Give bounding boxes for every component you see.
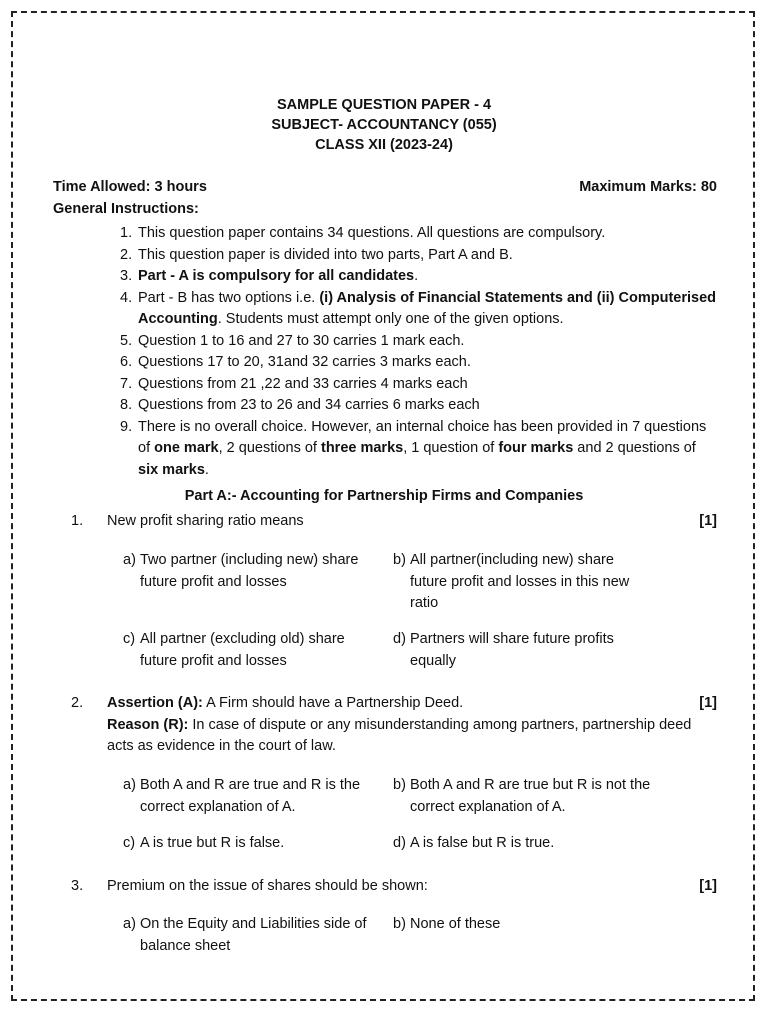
option-text: Partners will share future profits equally: [410, 631, 614, 669]
option-label: b): [393, 916, 406, 932]
instruction-segment: There is no overall choice. However, an internal choice has been provided in 7 questions of: [138, 418, 707, 456]
instruction-item: [120, 417, 720, 482]
instruction-text: [138, 266, 720, 288]
option-text: On the Equity and Liabilities side of balance sheet: [140, 916, 367, 954]
instruction-item: [120, 395, 720, 417]
question-text: [107, 693, 687, 715]
option-label: b): [393, 552, 406, 568]
question-marks: [1]: [699, 878, 717, 894]
reason-row: [71, 715, 717, 758]
option-label: a): [123, 916, 136, 932]
question-marks: [1]: [699, 513, 717, 529]
instruction-number: 8.: [120, 397, 133, 413]
option-b: [393, 775, 651, 818]
instruction-bold: six marks: [138, 461, 205, 478]
instruction-item: [120, 223, 720, 245]
option-label: c): [123, 835, 136, 851]
instruction-tail: . Students must attempt only one of the given options.: [217, 311, 564, 327]
instruction-segment: .: [204, 461, 209, 478]
question-text: New profit sharing ratio means: [107, 513, 304, 529]
assertion-text: A Firm should have a Partnership Deed.: [202, 695, 464, 711]
instruction-segment: and 2 questions of: [573, 440, 696, 456]
reason-text: In case of dispute or any misunderstanding among partners, partnership deed acts as evidence in the court of law.: [107, 716, 692, 754]
instruction-item: [120, 288, 720, 331]
question-number: 1.: [71, 513, 84, 529]
instruction-item: [120, 266, 720, 288]
question-2: [71, 693, 717, 758]
paper-header: [0, 95, 768, 155]
instruction-text: Questions 17 to 20, 31and 32 carries 3 marks each.: [138, 354, 471, 370]
option-label: a): [123, 777, 136, 793]
option-text: All partner(including new) share future profit and losses in this new ratio: [410, 552, 630, 611]
maximum-marks: Maximum Marks: 80: [579, 179, 717, 195]
instruction-text: Questions from 21 ,22 and 33 carries 4 marks each: [138, 375, 468, 392]
instruction-bold: three marks: [320, 440, 404, 456]
option-label: d): [393, 835, 406, 851]
instruction-number: 9.: [120, 418, 133, 435]
instruction-bold: Part - A is compulsory for all candidates: [138, 268, 415, 284]
option-c: [123, 833, 381, 855]
exam-meta: [53, 177, 717, 199]
instructions-list: [120, 223, 720, 481]
header-title: SAMPLE QUESTION PAPER - 4: [276, 97, 492, 113]
option-text: Two partner (including new) share future profit and losses: [140, 552, 359, 590]
instruction-text: [138, 288, 720, 331]
reason-text-block: [107, 715, 717, 758]
option-d: [393, 629, 651, 672]
option-a: [123, 550, 381, 593]
question-header: [71, 693, 717, 715]
instruction-tail: .: [414, 268, 419, 284]
option-label: c): [123, 631, 136, 647]
option-a: [123, 775, 381, 818]
instruction-number: 7.: [120, 375, 133, 392]
instruction-segment: , 1 question of: [403, 440, 499, 456]
header-subject: SUBJECT- ACCOUNTANCY (055): [271, 117, 497, 133]
question-marks: [1]: [699, 695, 717, 711]
instruction-text: This question paper contains 34 questions. All questions are compulsory.: [138, 225, 606, 241]
option-label: b): [393, 777, 406, 793]
instruction-segment: , 2 questions of: [218, 440, 321, 456]
option-label: a): [123, 552, 136, 568]
assertion-label: Assertion (A):: [107, 695, 203, 711]
question-1: [71, 511, 717, 533]
instruction-item: [120, 331, 720, 353]
instruction-text: Question 1 to 16 and 27 to 30 carries 1 mark each.: [138, 332, 465, 349]
instruction-number: 2.: [120, 246, 133, 263]
option-c: [123, 629, 381, 672]
general-instructions-title: General Instructions:: [53, 201, 199, 217]
option-b: [393, 914, 651, 936]
part-a-title: Part A:- Accounting for Partnership Firms and Companies: [184, 488, 584, 504]
question-number: 2.: [71, 695, 84, 711]
instruction-number: 1.: [120, 225, 133, 241]
instruction-number: 3.: [120, 268, 133, 284]
instruction-number: 5.: [120, 332, 133, 349]
instruction-text: [138, 417, 720, 482]
instruction-bold: four marks: [498, 440, 574, 456]
time-allowed: Time Allowed: 3 hours: [53, 179, 207, 195]
instruction-item: [120, 245, 720, 267]
option-text: A is false but R is true.: [410, 835, 555, 851]
instruction-item: [120, 374, 720, 396]
option-text: Both A and R are true but R is not the correct explanation of A.: [410, 777, 651, 815]
question-number-spacer: [71, 715, 107, 758]
instruction-pre: Part - B has two options i.e.: [138, 289, 320, 306]
instruction-bold: (i) Analysis of Financial Statements and (ii) Computerised Accounting: [138, 289, 717, 327]
option-a: [123, 914, 381, 957]
instruction-number: 6.: [120, 354, 133, 370]
instruction-item: [120, 352, 720, 374]
option-label: d): [393, 631, 406, 647]
header-class: CLASS XII (2023-24): [315, 137, 453, 153]
instruction-number: 4.: [120, 289, 133, 306]
question-3: [71, 876, 717, 898]
option-d: [393, 833, 651, 855]
instruction-bold: one mark: [154, 440, 219, 456]
instruction-text: This question paper is divided into two parts, Part A and B.: [138, 246, 513, 263]
question-text: Premium on the issue of shares should be shown:: [107, 878, 428, 894]
question-header: [71, 876, 717, 898]
option-text: Both A and R are true and R is the correct explanation of A.: [140, 777, 361, 815]
question-header: [71, 511, 717, 533]
option-text: None of these: [410, 916, 501, 932]
reason-label: Reason (R):: [107, 716, 189, 733]
option-b: [393, 550, 651, 615]
option-text: A is true but R is false.: [140, 835, 285, 851]
instruction-text: Questions from 23 to 26 and 34 carries 6 marks each: [138, 397, 480, 413]
option-text: All partner (excluding old) share future profit and losses: [140, 631, 345, 669]
question-number: 3.: [71, 878, 84, 894]
